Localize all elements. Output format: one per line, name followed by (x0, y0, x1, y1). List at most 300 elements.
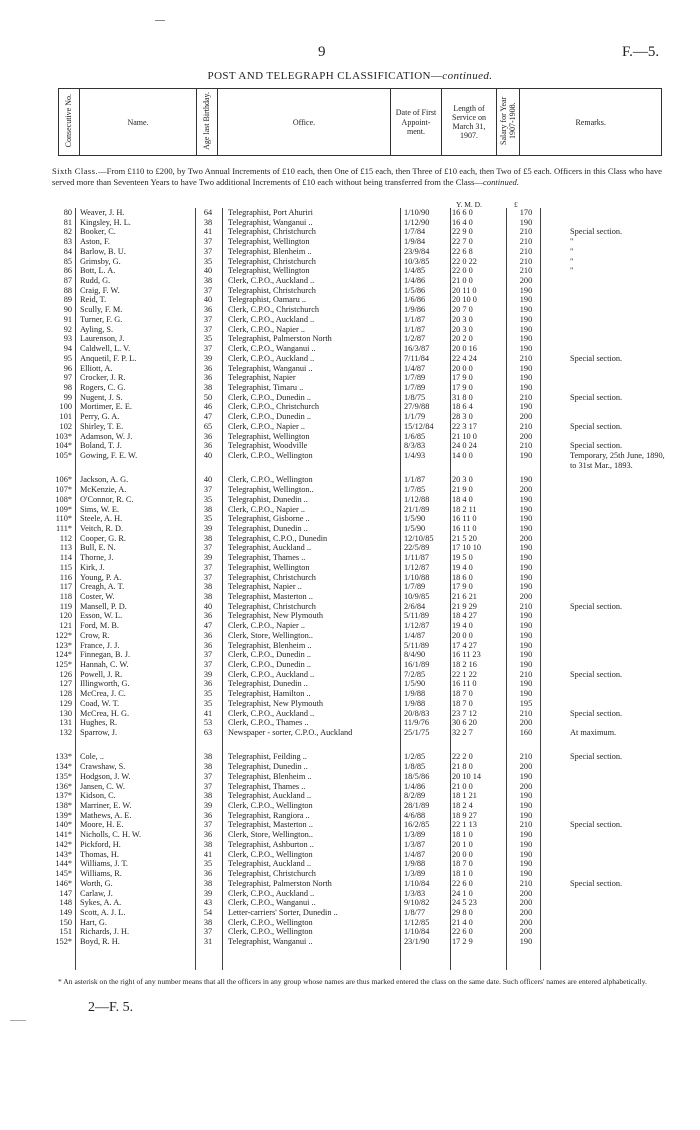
row-service: 18 1 0 (452, 869, 473, 879)
row-number: 110* (55, 514, 72, 524)
table-row (50, 295, 670, 305)
table-row (50, 393, 670, 403)
row-service: 18 6 0 (452, 572, 473, 582)
row-date: 1/12/87 (404, 562, 430, 572)
row-date: 1/4/87 (404, 363, 426, 373)
row-office: Telegraphist, Wanganui .. (228, 937, 313, 947)
row-age: 39 (203, 353, 213, 363)
row-name: Reid, T. (80, 295, 107, 305)
row-office: Telegraphist, Palmerston North (228, 334, 332, 344)
row-number: 106* (55, 475, 72, 485)
row-service: 16 11 0 (452, 523, 477, 533)
row-date: 20/8/83 (404, 708, 430, 718)
table-row (50, 602, 670, 612)
row-name: Creagh, A. T. (80, 582, 125, 592)
row-age: 36 (203, 869, 213, 879)
row-date: 8/4/90 (404, 650, 426, 660)
table-row (50, 432, 670, 442)
table-row (50, 582, 670, 592)
row-name: Rudd, G. (80, 276, 111, 286)
row-date: 1/5/90 (404, 679, 426, 689)
row-name: Bott, L. A. (80, 266, 116, 276)
row-number: 130 (59, 708, 72, 718)
row-office: Telegraphist, Thames .. (228, 553, 306, 563)
row-office: Telegraphist, Rangiora .. (228, 810, 310, 820)
row-service: 21 10 0 (452, 431, 477, 441)
row-number: 104* (55, 441, 72, 451)
row-date: 1/4/86 (404, 276, 426, 286)
row-number: 126 (59, 669, 72, 679)
row-name: Pickford, H. (80, 839, 121, 849)
row-age: 37 (203, 650, 213, 660)
row-age: 36 (203, 810, 213, 820)
row-salary: 190 (519, 839, 533, 849)
row-salary: 210 (519, 256, 533, 266)
table-row (50, 553, 670, 563)
row-service: 22 6 0 (452, 927, 473, 937)
row-office: Telegraphist, Dunedin .. (228, 679, 308, 689)
row-salary: 190 (519, 553, 533, 563)
row-age: 35 (203, 256, 213, 266)
row-service: 18 1 0 (452, 830, 473, 840)
row-name: Worth, G. (80, 878, 113, 888)
table-row (50, 514, 670, 524)
row-service: 20 7 0 (452, 305, 473, 315)
row-age: 35 (203, 334, 213, 344)
row-office: Letter-carriers' Sorter, Dunedin .. (228, 907, 338, 917)
row-office: Telegraphist, Blenheim .. (228, 640, 312, 650)
row-number: 133* (55, 752, 72, 762)
row-age: 38 (203, 791, 213, 801)
row-name: Hughes, R. (80, 718, 118, 728)
row-number: 96 (63, 363, 72, 373)
table-row (50, 670, 670, 680)
row-salary: 210 (519, 752, 533, 762)
row-date: 1/1/87 (404, 324, 426, 334)
row-name: Ford, M. B. (80, 621, 119, 631)
table-row (50, 534, 670, 544)
row-service: 22 9 0 (452, 227, 473, 237)
row-number: 103* (55, 431, 72, 441)
row-number: 136* (55, 781, 72, 791)
row-service: 21 8 0 (452, 762, 473, 772)
table-row (50, 524, 670, 534)
row-office: Telegraphist, Dunedin .. (228, 523, 308, 533)
row-office: Clerk, C.P.O., Christchurch (228, 305, 320, 315)
row-number: 90 (63, 305, 72, 315)
table-row (50, 354, 670, 364)
row-name: France, J. J. (80, 640, 120, 650)
table-row (50, 276, 670, 286)
row-name: Elliott, A. (80, 363, 113, 373)
row-remarks: " (570, 246, 574, 256)
col-salary: Salary for Year 1907-1908. (497, 89, 520, 156)
row-age: 46 (203, 402, 213, 412)
row-age: 65 (203, 421, 213, 431)
row-service: 19 4 0 (452, 562, 473, 572)
row-age: 38 (203, 382, 213, 392)
row-service: 22 6 8 (452, 246, 473, 256)
row-age: 40 (203, 295, 213, 305)
table-row (50, 927, 670, 937)
row-date: 28/1/89 (404, 801, 430, 811)
row-name: Turner, F. G. (80, 314, 123, 324)
col-date: Date of First Appoint-ment. (391, 89, 442, 156)
row-age: 39 (203, 888, 213, 898)
table-row (50, 485, 670, 495)
row-date: 1/4/93 (404, 450, 426, 460)
staff-table (50, 208, 670, 947)
row-name: Gowing, F. E. W. (80, 450, 138, 460)
row-number: 127 (59, 679, 72, 689)
row-office: Clerk, Store, Wellington.. (228, 830, 313, 840)
table-row (50, 679, 670, 689)
row-salary: 190 (519, 295, 533, 305)
row-service: 18 7 0 (452, 859, 473, 869)
row-office: Telegraphist, Napier (228, 373, 296, 383)
row-service: 22 0 0 (452, 266, 473, 276)
row-date: 1/11/87 (404, 553, 430, 563)
row-salary: 200 (519, 898, 533, 908)
table-row (50, 869, 670, 879)
row-age: 36 (203, 441, 213, 451)
row-number: 141* (55, 830, 72, 840)
row-salary: 210 (519, 246, 533, 256)
row-salary: 190 (519, 382, 533, 392)
row-office: Clerk, C.P.O., Christchurch (228, 402, 320, 412)
row-office: Telegraphist, Christchurch (228, 256, 316, 266)
row-name: Young, P. A. (80, 572, 122, 582)
table-row (50, 227, 670, 237)
row-office: Telegraphist, Dunedin .. (228, 762, 308, 772)
row-age: 37 (203, 562, 213, 572)
row-date: 1/10/84 (404, 927, 430, 937)
row-date: 7/2/85 (404, 669, 426, 679)
row-age: 35 (203, 698, 213, 708)
row-number: 128 (59, 689, 72, 699)
row-salary: 190 (519, 859, 533, 869)
row-age: 37 (203, 314, 213, 324)
row-salary: 190 (519, 373, 533, 383)
row-number: 151 (59, 927, 72, 937)
row-age: 37 (203, 572, 213, 582)
row-date: 2/6/84 (404, 601, 426, 611)
row-office: Telegraphist, Hamilton .. (228, 689, 311, 699)
row-office: Clerk, C.P.O., Auckland .. (228, 353, 315, 363)
row-remarks: Special section. (570, 669, 623, 679)
row-service: 17 9 0 (452, 373, 473, 383)
table-row (50, 830, 670, 840)
row-age: 39 (203, 523, 213, 533)
row-age: 47 (203, 412, 213, 422)
row-name: Nugent, J. S. (80, 392, 123, 402)
row-date: 1/9/84 (404, 237, 426, 247)
row-office: Clerk, C.P.O., Wellington (228, 927, 313, 937)
row-remarks: " (570, 256, 574, 266)
row-number: 146* (55, 878, 72, 888)
row-salary: 190 (519, 660, 533, 670)
row-name: Laurenson, J. (80, 334, 125, 344)
row-name: Kidson, C. (80, 791, 116, 801)
row-age: 37 (203, 820, 213, 830)
row-salary: 210 (519, 227, 533, 237)
row-salary: 200 (519, 718, 533, 728)
row-age: 36 (203, 373, 213, 383)
row-remarks: At maximum. (570, 728, 617, 738)
row-age: 37 (203, 246, 213, 256)
row-office: Telegraphist, Dunedin .. (228, 494, 308, 504)
title-text: POST AND TELEGRAPH CLASSIFICATION— (207, 70, 443, 82)
row-number: 135* (55, 771, 72, 781)
row-date: 18/5/86 (404, 771, 430, 781)
row-salary: 190 (519, 630, 533, 640)
footnote: * An asterisk on the right of any number means that all the officers in any group whose names are thus marked entered the class on the same date. Such officers' names are entered alphabetically. (58, 977, 647, 986)
row-age: 38 (203, 762, 213, 772)
row-date: 1/2/87 (404, 334, 426, 344)
row-date: 1/9/88 (404, 859, 426, 869)
row-name: Mathews, A. E. (80, 810, 132, 820)
row-office: Telegraphist, Port Ahuriri (228, 208, 313, 217)
row-service: 20 11 0 (452, 285, 477, 295)
row-number: 123* (55, 640, 72, 650)
row-salary: 190 (519, 801, 533, 811)
row-office: Telegraphist, Auckland .. (228, 791, 312, 801)
row-salary: 190 (519, 640, 533, 650)
row-date: 1/10/88 (404, 572, 430, 582)
row-name: Caldwell, L. V. (80, 344, 131, 354)
row-name: Illingworth, G. (80, 679, 130, 689)
row-number: 100 (59, 402, 72, 412)
row-age: 37 (203, 344, 213, 354)
row-salary: 190 (519, 849, 533, 859)
row-date: 23/9/84 (404, 246, 430, 256)
row-remarks: Temporary, 25th June, 1890, to 31st Mar., 1893. (570, 450, 665, 470)
row-age: 41 (203, 708, 213, 718)
table-row (50, 699, 670, 709)
row-office: Clerk, C.P.O., Napier .. (228, 324, 305, 334)
table-row (50, 650, 670, 660)
row-date: 1/8/75 (404, 392, 426, 402)
row-age: 39 (203, 669, 213, 679)
row-age: 47 (203, 621, 213, 631)
row-date: 8/3/83 (404, 441, 426, 451)
row-office: Clerk, C.P.O., Wellington (228, 450, 313, 460)
row-salary: 210 (519, 878, 533, 888)
row-date: 1/9/88 (404, 689, 426, 699)
row-date: 1/1/87 (404, 314, 426, 324)
row-age: 38 (203, 533, 213, 543)
row-age: 36 (203, 363, 213, 373)
table-row (50, 218, 670, 228)
row-date: 21/1/89 (404, 504, 430, 514)
row-number: 97 (63, 373, 72, 383)
row-service: 18 2 11 (452, 504, 477, 514)
row-number: 98 (63, 382, 72, 392)
row-number: 88 (63, 285, 72, 295)
row-salary: 190 (519, 572, 533, 582)
row-name: Hodgson, J. W. (80, 771, 131, 781)
row-age: 37 (203, 485, 213, 495)
table-row (50, 475, 670, 485)
row-salary: 200 (519, 533, 533, 543)
table-row (50, 782, 670, 792)
row-number: 152* (55, 937, 72, 947)
row-name: Kirk, J. (80, 562, 105, 572)
row-date: 1/3/89 (404, 869, 426, 879)
row-service: 22 6 0 (452, 878, 473, 888)
row-age: 50 (203, 392, 213, 402)
row-date: 1/2/85 (404, 752, 426, 762)
row-number: 147 (59, 888, 72, 898)
row-name: Coad, W. T. (80, 698, 120, 708)
row-name: Aston, F. (80, 237, 110, 247)
row-date: 7/11/84 (404, 353, 430, 363)
row-age: 38 (203, 917, 213, 927)
row-office: Telegraphist, Masterton .. (228, 591, 313, 601)
row-office: Telegraphist, Feilding .. (228, 752, 307, 762)
table-row (50, 937, 670, 947)
row-date: 1/7/84 (404, 227, 426, 237)
table-row (50, 286, 670, 296)
row-date: 1/8/77 (404, 907, 426, 917)
row-date: 4/6/88 (404, 810, 426, 820)
row-office: Telegraphist, New Plymouth (228, 698, 324, 708)
row-number: 95 (63, 353, 72, 363)
table-row (50, 879, 670, 889)
row-office: Telegraphist, Auckland .. (228, 543, 312, 553)
row-name: Nicholls, C. H. W. (80, 830, 142, 840)
row-office: Telegraphist, Wellington (228, 237, 310, 247)
row-age: 63 (203, 728, 213, 738)
row-office: Telegraphist, Woodville (228, 441, 308, 451)
row-salary: 190 (519, 611, 533, 621)
table-row (50, 840, 670, 850)
row-service: 23 7 12 (452, 708, 477, 718)
table-row (50, 718, 670, 728)
row-name: Adamson, W. J. (80, 431, 133, 441)
row-salary: 190 (519, 314, 533, 324)
table-row (50, 208, 670, 218)
row-number: 112 (59, 533, 72, 543)
table-row (50, 801, 670, 811)
row-number: 139* (55, 810, 72, 820)
row-remarks: Special section. (570, 820, 623, 830)
row-number: 94 (63, 344, 72, 354)
row-name: Hart, G. (80, 917, 107, 927)
table-row (50, 709, 670, 719)
row-age: 35 (203, 689, 213, 699)
row-salary: 190 (519, 514, 533, 524)
row-number: 102 (59, 421, 72, 431)
row-date: 10/9/85 (404, 591, 430, 601)
col-remarks: Remarks. (520, 89, 662, 156)
table-row (50, 820, 670, 830)
row-office: Clerk, C.P.O., Dunedin .. (228, 660, 311, 670)
row-service: 22 1 13 (452, 820, 477, 830)
row-name: Sims, W. E. (80, 504, 119, 514)
row-salary: 190 (519, 450, 533, 460)
row-age: 43 (203, 898, 213, 908)
row-name: Richards, J. H. (80, 927, 130, 937)
row-service: 24 0 24 (452, 441, 477, 451)
row-name: Moore, H. E. (80, 820, 124, 830)
row-number: 108* (55, 494, 72, 504)
row-salary: 190 (519, 650, 533, 660)
row-salary: 190 (519, 324, 533, 334)
row-service: 16 11 0 (452, 514, 477, 524)
row-salary: 190 (519, 334, 533, 344)
row-age: 37 (203, 781, 213, 791)
row-name: Crow, R. (80, 630, 110, 640)
table-row (50, 383, 670, 393)
row-number: 89 (63, 295, 72, 305)
row-office: Telegraphist, Wellington.. (228, 485, 314, 495)
row-age: 53 (203, 718, 213, 728)
row-salary: 210 (519, 708, 533, 718)
row-number: 85 (63, 256, 72, 266)
row-number: 149 (59, 907, 72, 917)
row-date: 1/5/90 (404, 523, 426, 533)
row-service: 20 0 0 (452, 363, 473, 373)
row-salary: 190 (519, 494, 533, 504)
row-salary: 160 (519, 728, 533, 738)
row-number: 134* (55, 762, 72, 772)
row-name: Crocker, J. R. (80, 373, 126, 383)
row-service: 20 3 0 (452, 314, 473, 324)
table-row (50, 772, 670, 782)
row-name: McCrea, J. C. (80, 689, 126, 699)
table-row (50, 315, 670, 325)
row-remarks: Special section. (570, 752, 623, 762)
table-row (50, 563, 670, 573)
row-age: 39 (203, 553, 213, 563)
row-age: 38 (203, 217, 213, 227)
row-salary: 210 (519, 353, 533, 363)
table-row (50, 495, 670, 505)
row-date: 22/5/89 (404, 543, 430, 553)
row-name: Powell, J. R. (80, 669, 123, 679)
table-row (50, 505, 670, 515)
table-row (50, 247, 670, 257)
row-office: Clerk, C.P.O., Napier .. (228, 621, 305, 631)
row-age: 36 (203, 679, 213, 689)
row-office: Clerk, C.P.O., Thames .. (228, 718, 309, 728)
row-salary: 210 (519, 669, 533, 679)
row-remarks: " (570, 266, 574, 276)
row-number: 144* (55, 859, 72, 869)
row-service: 16 6 0 (452, 208, 473, 217)
col-office: Office. (218, 89, 391, 156)
row-office: Clerk, C.P.O., Auckland .. (228, 708, 315, 718)
table-row (50, 373, 670, 383)
row-date: 16/3/87 (404, 344, 430, 354)
table-row (50, 334, 670, 344)
row-date: 5/11/89 (404, 640, 430, 650)
row-service: 21 5 20 (452, 533, 477, 543)
row-name: Veitch, R. D. (80, 523, 124, 533)
row-name: McKenzie, A. (80, 485, 127, 495)
row-service: 22 4 24 (452, 353, 477, 363)
row-service: 16 11 23 (452, 650, 481, 660)
row-name: Hannah, C. W. (80, 660, 129, 670)
row-name: Jansen, C. W. (80, 781, 125, 791)
row-salary: 190 (519, 344, 533, 354)
row-salary: 200 (519, 917, 533, 927)
row-office: Telegraphist, Palmerston North (228, 878, 332, 888)
table-row (50, 850, 670, 860)
row-service: 17 9 0 (452, 382, 473, 392)
row-salary: 190 (519, 543, 533, 553)
